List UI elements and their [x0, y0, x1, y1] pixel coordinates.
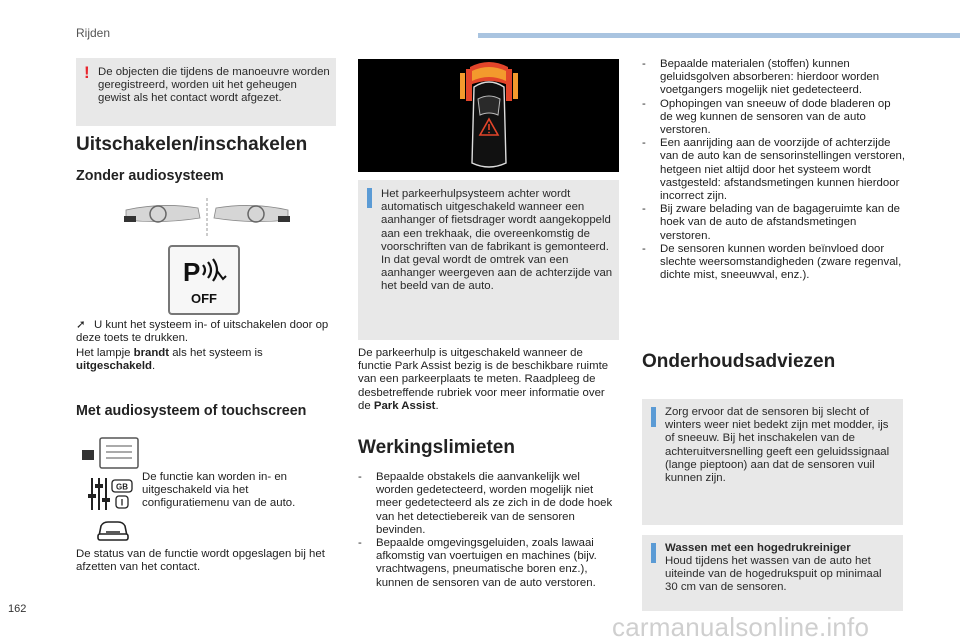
subtitle-zonder-audio: Zonder audiosysteem — [76, 168, 224, 184]
maintenance-info-box — [642, 399, 903, 525]
list-item: - De sensoren kunnen worden beïnvloed door slechte weersomstandigheden (zware regenval, dichte mist, sneeuwval, enz.). — [642, 243, 906, 283]
touchscreen-vehicle-menu-icon — [82, 436, 142, 470]
title-uitschakelen: Uitschakelen/inschakelen — [76, 134, 308, 155]
list-item: - Bepaalde obstakels die aanvankelijk wel worden gedetecteerd, worden mogelijk niet meer gedetecteerd als ze zich in de dode hoek van het detectiebereik van de sensoren bevinden. — [358, 471, 620, 537]
washing-text: Houd tijdens het wassen van de auto het uiteinde van de hogedrukspuit op minimaal 30 cm van de sensoren. — [665, 555, 882, 594]
language-gb-label: GB — [116, 482, 128, 492]
warning-box — [76, 58, 336, 126]
section-label: Rijden — [76, 26, 111, 40]
info-icon — [651, 407, 656, 427]
washing-title: Wassen met een hogedrukreiniger — [665, 542, 851, 554]
toggle-instruction: ➚ U kunt het systeem in- of uitschakelen door op deze toets te drukken. — [76, 319, 329, 345]
park-assist-text: De parkeerhulp is uitgeschakeld wanneer de functie Park Assist bezig is de beschikbare ruimte van een parkeerplaats te meten. Raadpleeg de desbetreffende rubriek voor meer informatie over de Park Assist. — [358, 347, 609, 412]
park-sensor-off-button[interactable] — [168, 245, 240, 315]
dashboard-illustration — [122, 196, 292, 240]
info-icon — [651, 543, 656, 563]
page-number: 162 — [8, 603, 27, 615]
bullet-icon: ➚ — [76, 319, 86, 331]
parking-sensor-icon — [177, 253, 233, 289]
info-i-label: I — [120, 497, 124, 508]
list-item: - Bepaalde materialen (stoffen) kunnen geluidsgolven absorberen: hierdoor worden voetgangers mogelijk niet gedetecteerd. — [642, 58, 906, 98]
touchscreen-description: De functie kan worden in- en uitgeschakeld via het configuratiemenu van de auto. — [142, 471, 296, 510]
car-top-view-icon — [358, 59, 619, 172]
maintenance-text: Zorg ervoor dat de sensoren bij slecht of winters weer niet bedekt zijn met modder, ijs of sneeuw. Bij het inschakelen van de achteruitversnelling geeft een geluidssignaal (lange pieptoon) aan dat de sensoren vuil kunnen zijn. — [665, 406, 890, 485]
trailer-info-box — [358, 180, 619, 340]
list-item: - Bepaalde omgevingsgeluiden, zoals lawaai afkomstig van voertuigen en machines (bijv. vrachtwagens, pneumatische boren enz.), kunnen de sensoren van de auto verstoren. — [358, 537, 620, 590]
warning-icon: ! — [84, 63, 90, 82]
watermark: carmanualsonline.info — [612, 612, 870, 640]
limits-list-1 — [358, 471, 620, 590]
title-werkingslimieten: Werkingslimieten — [358, 437, 515, 458]
svg-text:P: P — [183, 257, 201, 287]
header-bar — [478, 33, 960, 38]
list-item: - Ophopingen van sneeuw of dode bladeren op de weg kunnen de sensoren van de auto verstoren. — [642, 98, 906, 138]
trailer-info-text: Het parkeerhulpsysteem achter wordt automatisch uitgeschakeld wanneer een aanhanger of fietsdrager wordt aangekoppeld aan een trekhaak, die overeenkomstig de voorschriften van de fabrikant is gemonteerd. In dat geval wordt de omtrek van een aanhanger weergeven aan de achterzijde van het beeld van de auto. — [381, 188, 613, 293]
washing-info-box — [642, 535, 903, 611]
list-item: - Bij zware belading van de bagageruimte kan de hoek van de auto de afstandsmetingen verstoren. — [642, 203, 906, 243]
title-onderhoudsadviezen: Onderhoudsadviezen — [642, 351, 836, 372]
car-menu-icon — [96, 518, 130, 544]
list-item: - Een aanrijding aan de voorzijde of achterzijde van de auto kan de sensorinstellingen verstoren, hetgeen niet altijd door het systeem wordt vastgesteld: afstandsmetingen kunnen hierdoor incorrect zijn. — [642, 137, 906, 203]
subtitle-met-audio: Met audiosysteem of touchscreen — [76, 403, 307, 419]
limits-list-2 — [642, 58, 906, 282]
info-icon — [367, 188, 372, 208]
settings-sliders-icon — [86, 476, 136, 512]
status-saved-text: De status van de functie wordt opgeslagen bij het afzetten van het contact. — [76, 548, 325, 574]
rear-sensor-display-image — [358, 59, 619, 172]
off-label: OFF — [191, 291, 217, 306]
warning-text: De objecten die tijdens de manoeuvre worden geregistreerd, worden uit het geheugen gewist als het contact wordt afgezet. — [98, 66, 330, 105]
lamp-status-text: Het lampje brandt als het systeem is uitgeschakeld. — [76, 347, 263, 373]
